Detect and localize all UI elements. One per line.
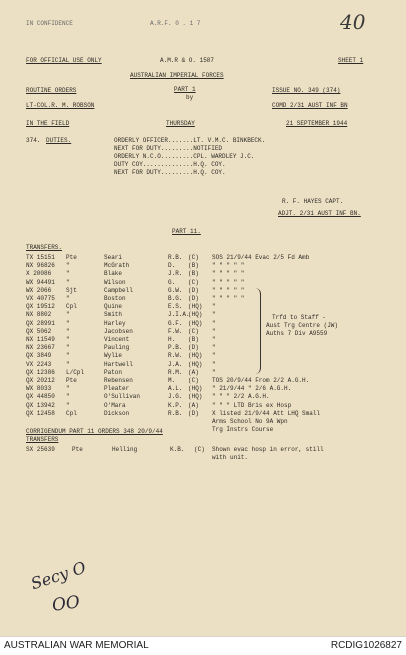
corrigendum-title: CORRIGENDUM PART 11 ORDERS 348 20/9/44 [26,428,163,435]
rank: " [66,295,70,302]
remark: " [212,352,216,360]
surname: Wilson [104,278,126,286]
surname: O'Sullivan [104,393,141,401]
duty-line: NEXT FOR DUTY.........NOTIFIED [114,145,223,152]
surname: Wylie [104,352,123,360]
company: (C) [188,327,199,335]
company: (HQ) [188,319,203,327]
table-row [0,303,406,310]
remark: " " " " " [212,262,245,270]
remark: " [212,327,216,335]
service-number: WX 8033 [26,385,52,393]
initials: M. [168,377,176,384]
remark: " " " " " [212,270,245,278]
surname: Rebensen [104,377,133,384]
rank: " [66,344,70,352]
remark: X listed 21/9/44 Att LHQ Small [212,409,321,417]
table-row [0,254,406,261]
surname: Blake [104,270,123,278]
rank: " [66,319,70,327]
rank: " [66,270,70,278]
table-row [0,344,406,351]
service-number: WX 2066 [26,286,52,294]
orders-type: ROUTINE ORDERS [26,87,77,94]
surname: Hartwell [104,360,133,368]
remark: " 21/9/44 " 2/6 A.G.H. [212,385,292,393]
corrigendum-remark: Shown evac hosp in error, still [212,446,324,453]
surname: McGrath [104,262,130,270]
handwritten-initials: OO [50,592,82,616]
by-label: by [186,94,194,101]
initials: G. [168,278,176,286]
company: (D) [188,286,199,294]
archive-record-id: RCDIG1026827 [330,640,402,651]
rank: Pte [72,446,83,453]
classification-code: A.R.F. 0 . 1 7 [150,20,201,27]
remark: " [212,360,216,368]
service-number: QX 20212 [26,377,55,384]
remark: " [212,368,216,376]
surname: Paton [104,368,123,376]
remark: " " " " " [212,295,245,302]
service-number: X 20086 [26,270,52,278]
table-row [0,311,406,318]
rank: Cpl [66,303,77,311]
surname: O'Mara [104,401,126,409]
sheet-number: SHEET 1 [338,57,364,64]
part-label: PART 1 [174,86,196,93]
service-number: WX 94491 [26,278,55,286]
table-row [0,402,406,409]
service-number: QX 19512 [26,303,55,311]
duty-line: ORDERLY OFFICER.......LT. V.M.C. BINKBECK. [114,137,266,144]
company: (C) [188,254,199,261]
archive-footer [0,636,406,655]
rank: " [66,360,70,368]
remark: " [212,303,216,311]
surname: Smith [104,311,123,319]
company: (D) [188,409,199,417]
company: (A) [188,401,199,409]
corrigendum-remark: with unit. [212,454,249,461]
service-number: VX 2243 [26,360,52,368]
initials: R.W. [168,352,183,360]
rank: Pte [66,254,77,261]
service-number: QX 3849 [26,352,52,360]
remark: " [212,319,216,327]
company: (HQ) [188,385,203,393]
table-row [0,270,406,277]
company: (D) [188,344,199,352]
remark: SOS 21/9/44 Evac 2/5 Fd Amb [212,254,310,261]
remark: " " " " " [212,278,245,286]
surname: Quine [104,303,123,311]
service-number: QX 5062 [26,327,52,335]
remark: " " " " " [212,286,245,294]
surname: Helling [112,446,138,453]
company: (HQ) [188,352,203,360]
table-row [0,418,406,425]
remark: " " " LTD Bris ex Hosp [212,401,292,409]
table-row [0,336,406,343]
bracket-note-line: Auths 7 Div A9559 [266,330,328,337]
surname: Pauling [104,344,130,352]
bracket-note-line: Trfd to Staff - [272,314,327,321]
company: (C) [188,278,199,286]
rank: " [66,393,70,401]
rank: Pte [66,377,77,384]
rank: Cpl [66,409,77,417]
rank: " [66,311,70,319]
table-row [0,320,406,327]
initials: F.W. [168,327,183,335]
table-row [0,361,406,368]
command-unit: COMD 2/31 AUST INF BN [272,102,348,109]
rank: Sjt [66,286,77,294]
table-row [0,410,406,417]
initials: G.F. [168,319,183,327]
corrigendum-section: TRANSFERS [26,436,59,443]
table-row [0,262,406,269]
company: (B) [188,336,199,343]
service-number: NX 11549 [26,336,55,343]
company: (HQ) [188,311,203,319]
folio-number: 40 [340,10,366,34]
company: (B) [188,270,199,278]
table-row [0,279,406,286]
table-row [0,352,406,359]
service-number: NX 96826 [26,262,55,270]
surname: Vincent [104,336,130,343]
official-use-label: FOR OFFICIAL USE ONLY [26,57,102,64]
initials: G.W. [168,286,183,294]
rank: " [66,262,70,270]
remark: " [212,344,216,352]
order-date: 21 SEPTEMBER 1944 [286,120,348,127]
handwritten-note: Secy O [28,557,89,594]
surname: Pleater [104,385,130,393]
remark: Arms School No 9A Wpn [212,418,288,425]
service-number: VX 40775 [26,295,55,302]
initials: A.L. [168,385,183,393]
classification-mark: IN CONFIDENCE [26,20,73,27]
order-reference: A.M.R & O. 1587 [160,57,215,64]
issue-number: ISSUE NO. 349 (374) [272,87,341,94]
initials: R.M. [168,368,183,376]
weekday: THURSDAY [166,120,195,127]
table-row [0,393,406,400]
service-number: QX 12386 [26,368,55,376]
rank: " [66,385,70,393]
location: IN THE FIELD [26,120,70,127]
company: (D) [188,295,199,302]
signatory-title: ADJT. 2/31 AUST INF BN. [278,210,361,217]
table-row [0,385,406,392]
company: (HQ) [188,303,203,311]
surname: Dickson [104,409,130,417]
company: (HQ) [188,393,203,401]
duties-number: 374. [26,137,41,144]
initials: P.B. [168,344,183,352]
initials: J.R. [168,270,183,278]
initials: H. [168,336,176,343]
signatory-name: R. F. HAYES CAPT. [282,198,344,205]
service-number: TX 15151 [26,254,55,261]
table-row [0,287,406,294]
rank: " [66,336,70,343]
commanding-officer: LT-COL.R. M. ROBSON [26,102,95,109]
table-row [0,369,406,376]
rank: " [66,278,70,286]
initials: B.G. [168,295,183,302]
remark: Trg Instrs Course [212,426,274,434]
surname: Campbell [104,286,133,294]
initials: J.G. [168,393,183,401]
remark: " " " 2/2 A.G.H. [212,393,270,401]
rank: " [66,352,70,360]
bracket-note-line: Aust Trg Centre (JW) [266,322,339,329]
surname: Boston [104,295,126,302]
table-row [0,377,406,384]
duty-line: NEXT FOR DUTY.........H.Q. COY. [114,169,226,176]
company: (C) [194,446,205,453]
service-number: QX 44850 [26,393,55,401]
corrigendum-row [0,446,406,453]
rank: " [66,327,70,335]
service-number: QX 12458 [26,409,55,417]
surname: Harley [104,319,126,327]
archive-name: AUSTRALIAN WAR MEMORIAL [4,640,149,651]
table-row [0,295,406,302]
service-number: NX 23667 [26,344,55,352]
rank: L/Cpl [66,368,85,376]
remark: " [212,336,216,343]
initials: D. [168,262,176,270]
service-number: SX 25639 [26,446,55,453]
initials: J.A. [168,360,183,368]
initials: K.B. [170,446,185,453]
initials: R.B. [168,254,183,261]
force-title: AUSTRALIAN IMPERIAL FORCES [130,72,224,79]
initials: R.B. [168,409,183,417]
surname: Seari [104,254,123,261]
initials: J.I.A. [168,311,190,319]
company: (HQ) [188,360,203,368]
table-row [0,328,406,335]
company: (A) [188,368,199,376]
duty-line: DUTY COY..............H.Q. COY. [114,161,226,168]
rank: " [66,401,70,409]
service-number: QX 13942 [26,401,55,409]
service-number: NX 8802 [26,311,52,319]
service-number: QX 28991 [26,319,55,327]
transfers-heading: TRANSFERS. [26,244,63,251]
remark: " [212,311,216,319]
initials: K.P. [168,401,183,409]
part-two-title: PART 11. [172,228,201,235]
bracket [254,288,261,374]
company: (B) [188,262,199,270]
duty-line: ORDERLY N.C.O.........CPL. WARDLEY J.C. [114,153,255,160]
company: (C) [188,377,199,384]
duties-title: DUTIES. [46,137,72,144]
initials: E.S. [168,303,183,311]
surname: Jacobsen [104,327,133,335]
remark: TOS 20/9/44 From 2/2 A.G.H. [212,377,310,384]
